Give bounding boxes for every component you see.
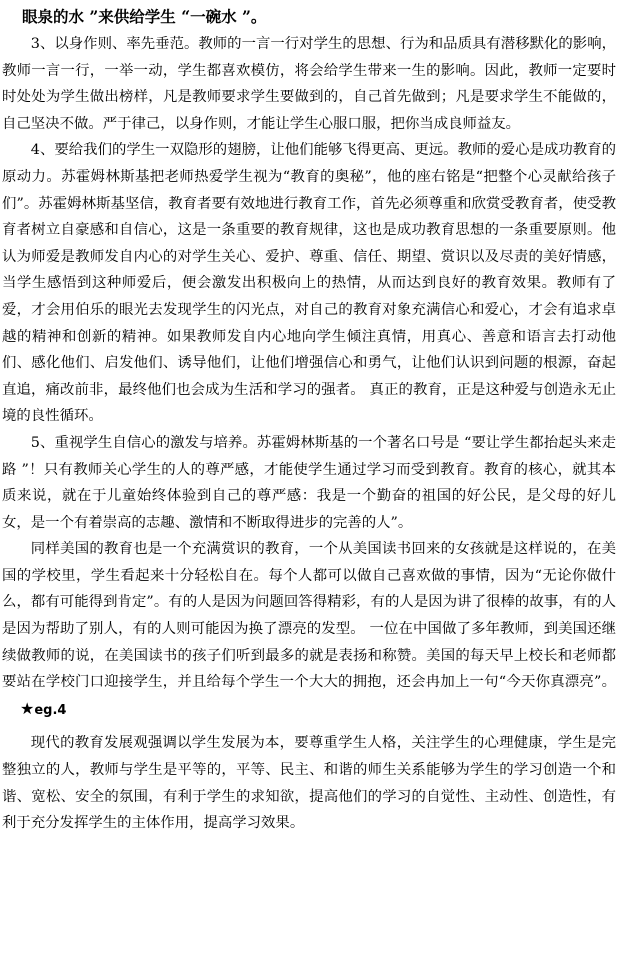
paragraph-7: 现代的教育发展观强调以学生发展为本，要尊重学生人格，关注学生的心理健康，学生是完整独立的人，教师与学生是平等的，平等、民主、和谐的师生关系能够为学生的学习创造一个和谐、宽松、安全的氛围，有利于学生的求知欲，提高他们的学习的自觉性、主动性、创造性，有利于充分发挥学生的主体作用，提高学习效果。 [2, 735, 616, 832]
paragraph-3: 3、以身作则、率先垂范。教师的一言一行对学生的思想、行为和品质具有潜移默化的影响，教师一言一行，一举一动，学生都喜欢模仿，将会给学生带来一生的影响。因此，教师一定要时时处处为学生做出榜样，凡是教师要求学生要做到的，自己首先做到；凡是要求学生不能做的，自己坚决不做。严于律己，以身作则，才能让学生心服口服，把你当成良师益友。 [2, 36, 616, 132]
paragraph-6-text: 同样美国的教育也是一个充满赏识的教育，一个从美国读书回来的女孩就是这样说的，在美国的学校里，学生看起来十分轻松自在。每个人都可以做自己喜欢做的事情，因为“无论你做什么，都有可能得到肯定”。有的人是因为问题回答得精彩，有的人是因为讲了很棒的故事，有的人是因为帮助了别人，有的人则可能因为换了漂亮的发型。 一位在中国做了多年教师，到美国还继续做教师的说，在美国读书的孩子们听到最多的就是表扬和称赞。美国的每天早上校长和老师都要站在学校门口迎接学生，并且给每个学生一个大大的拥抱，还会冉加上一句“今天你真漂亮”。 [2, 541, 616, 691]
example-marker [20, 698, 67, 718]
star-icon: ★ [20, 698, 35, 718]
paragraph-5: 5、重视学生自信心的激发与培养。苏霍姆林斯基的一个著名口号是 “要让学生都抬起头来走路 ”！只有教师关心学生的人的尊严感，才能使学生通过学习而受到教育。教育的核心，就其本质来说，就在于儿童始终体验到自己的尊严感：我是一个勤奋的祖国的好公民，是父母的好儿女，是一个有着崇高的志趣、激情和不断取得进步的完善的人”。 [2, 434, 616, 531]
paragraph-6 [2, 536, 616, 724]
example-label: eg.4 [34, 702, 67, 718]
paragraph-4: 4、要给我们的学生一双隐形的翅膀，让他们能够飞得更高、更远。教师的爱心是成功教育的原动力。苏霍姆林斯基把老师热爱学生视为“教育的奥秘”，他的座右铭是“把整个心灵献给孩子们”。苏霍姆林斯基坚信，教育者要有效地进行教育工作，首先必须尊重和欣赏受教育者，使受教育者树立自豪感和自信心，这是一条重要的教育规律，这也是成功教育思想的一条重要原则。他认为师爱是教师发自内心的对学生关心、爱护、尊重、信任、期望、赏识以及尽责的美好情感，当学生感悟到这种师爱后，便会激发出积极向上的热情，从而达到良好的教育效果。教师有了爱，才会用伯乐的眼光去发现学生的闪光点，对自己的教育对象充满信心和爱心，才会有追求卓越的精神和创新的精神。如果教师发自内心地向学生倾注真情，用真心、善意和语言去打动他们、感化他们、启发他们、诱导他们，让他们增强信心和勇气，让他们认识到问题的根源，奋起直追，痛改前非，最终他们也会成为生活和学习的强者。 真正的教育，正是这种爱与创造永无止境的良性循环。 [2, 142, 616, 425]
section-heading: 眼泉的水 ”来供给学生 “一碗水 ”。 [22, 7, 267, 26]
